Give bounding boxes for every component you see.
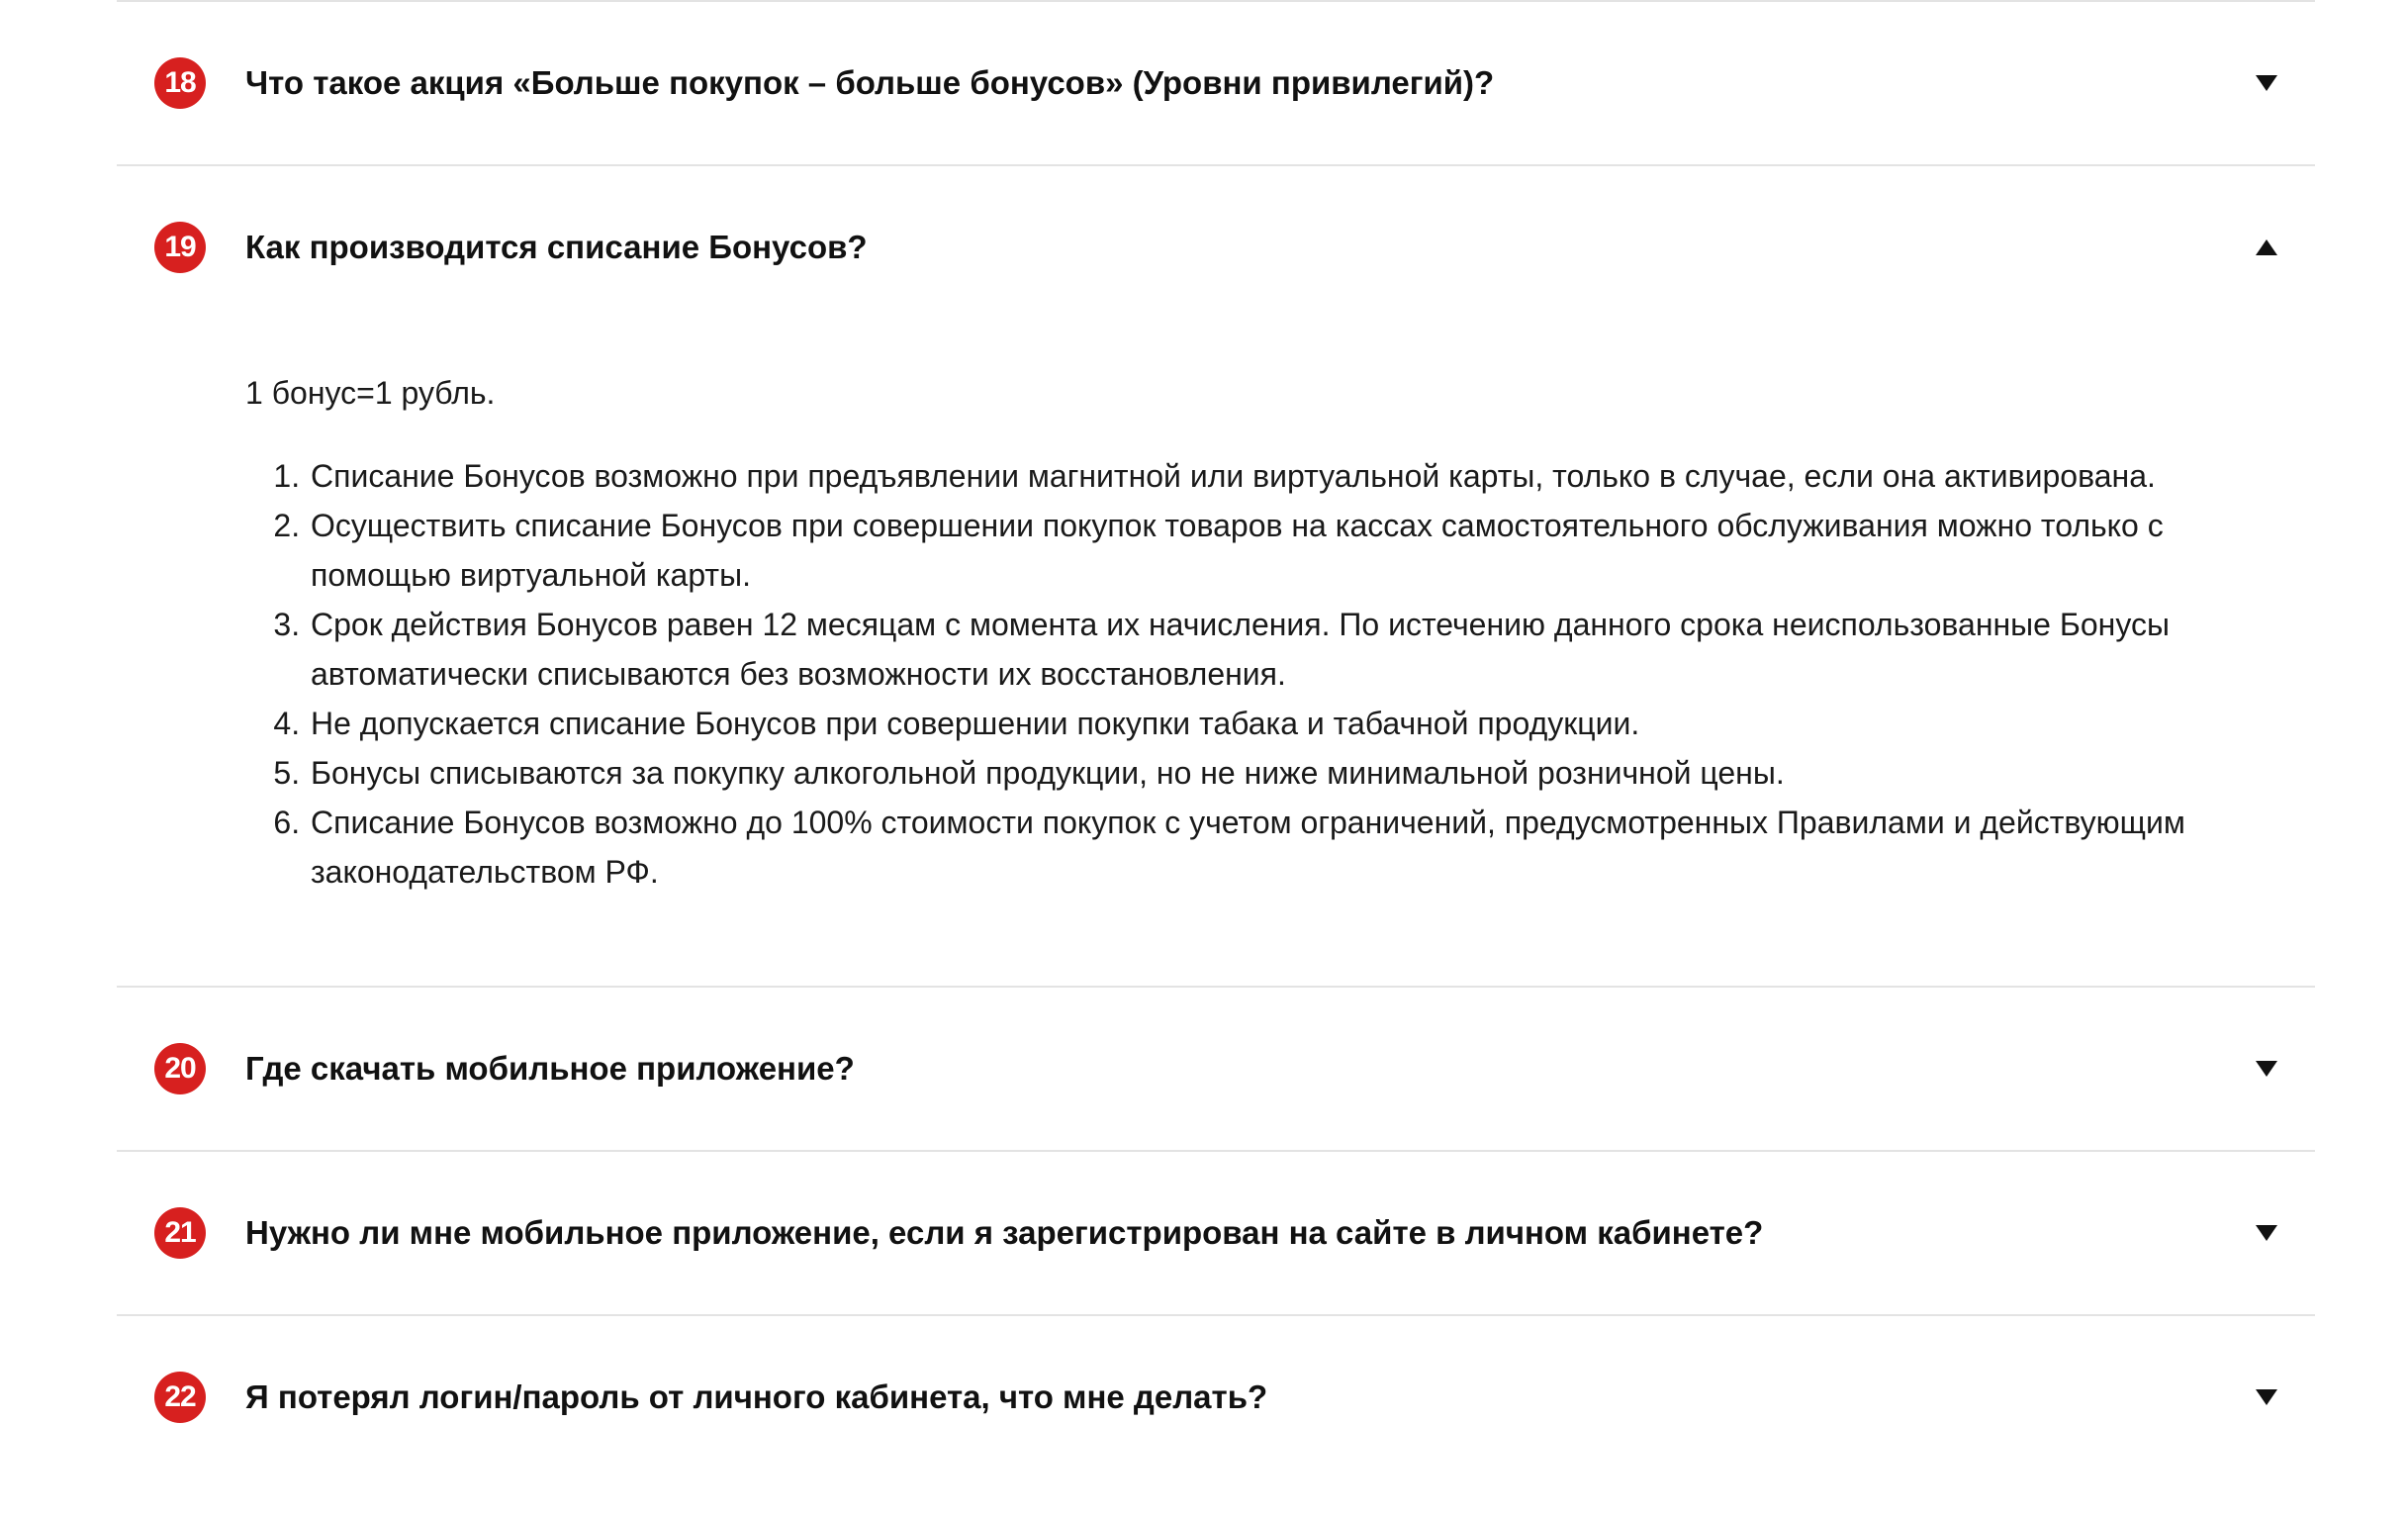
question-text[interactable]: Я потерял логин/пароль от личного кабинета, что мне делать?	[245, 1378, 1268, 1415]
answer-list-item: 6. Списание Бонусов возможно до 100% стоимости покупок с учетом ограничений, предусмотренных Правилами и действующим законодательством РФ.	[309, 798, 2216, 897]
question-number-badge: 19	[154, 222, 206, 273]
answer-intro: 1 бонус=1 рубль.	[245, 375, 496, 411]
answer-panel	[117, 329, 2315, 986]
faq-item-header[interactable]	[117, 2, 2315, 164]
question-text[interactable]: Что такое акция «Больше покупок – больше бонусов» (Уровни привилегий)?	[245, 64, 1495, 101]
chevron-down-icon[interactable]	[2252, 68, 2281, 98]
faq-item-header[interactable]	[117, 1316, 2315, 1478]
faq-item-19	[117, 166, 2315, 988]
question-number-badge: 22	[154, 1372, 206, 1423]
answer-list-item: 3. Срок действия Бонусов равен 12 месяцам с момента их начисления. По истечению данного срока неиспользованные Бонусы автоматически списываются без возможности их восстановления.	[309, 600, 2216, 699]
faq-item-header[interactable]	[117, 988, 2315, 1150]
chevron-up-icon[interactable]	[2252, 233, 2281, 262]
answer-list-item: 4. Не допускается списание Бонусов при совершении покупки табака и табачной продукции.	[309, 699, 2216, 748]
chevron-down-icon[interactable]	[2252, 1382, 2281, 1412]
answer-list	[245, 451, 2216, 897]
faq-item-22	[117, 1316, 2315, 1478]
question-text[interactable]: Нужно ли мне мобильное приложение, если я зарегистрирован на сайте в личном кабинете?	[245, 1214, 1764, 1251]
question-number-badge: 18	[154, 57, 206, 109]
question-text[interactable]: Где скачать мобильное приложение?	[245, 1050, 855, 1087]
faq-accordion	[117, 0, 2315, 1478]
chevron-down-icon[interactable]	[2252, 1218, 2281, 1248]
faq-item-18	[117, 2, 2315, 166]
faq-item-20	[117, 988, 2315, 1152]
faq-item-header[interactable]	[117, 1152, 2315, 1314]
question-number-badge: 20	[154, 1043, 206, 1094]
chevron-down-icon[interactable]	[2252, 1054, 2281, 1084]
faq-item-header[interactable]	[117, 166, 2315, 329]
answer-list-item: 2. Осуществить списание Бонусов при совершении покупок товаров на кассах самостоятельного обслуживания можно только с помощью виртуальной карты.	[309, 501, 2216, 600]
faq-item-21	[117, 1152, 2315, 1316]
question-text[interactable]: Как производится списание Бонусов?	[245, 229, 868, 265]
question-number-badge: 21	[154, 1207, 206, 1259]
answer-list-item: 1. Списание Бонусов возможно при предъявлении магнитной или виртуальной карты, только в случае, если она активирована.	[309, 451, 2216, 501]
answer-list-item: 5. Бонусы списываются за покупку алкогольной продукции, но не ниже минимальной розничной цены.	[309, 748, 2216, 798]
